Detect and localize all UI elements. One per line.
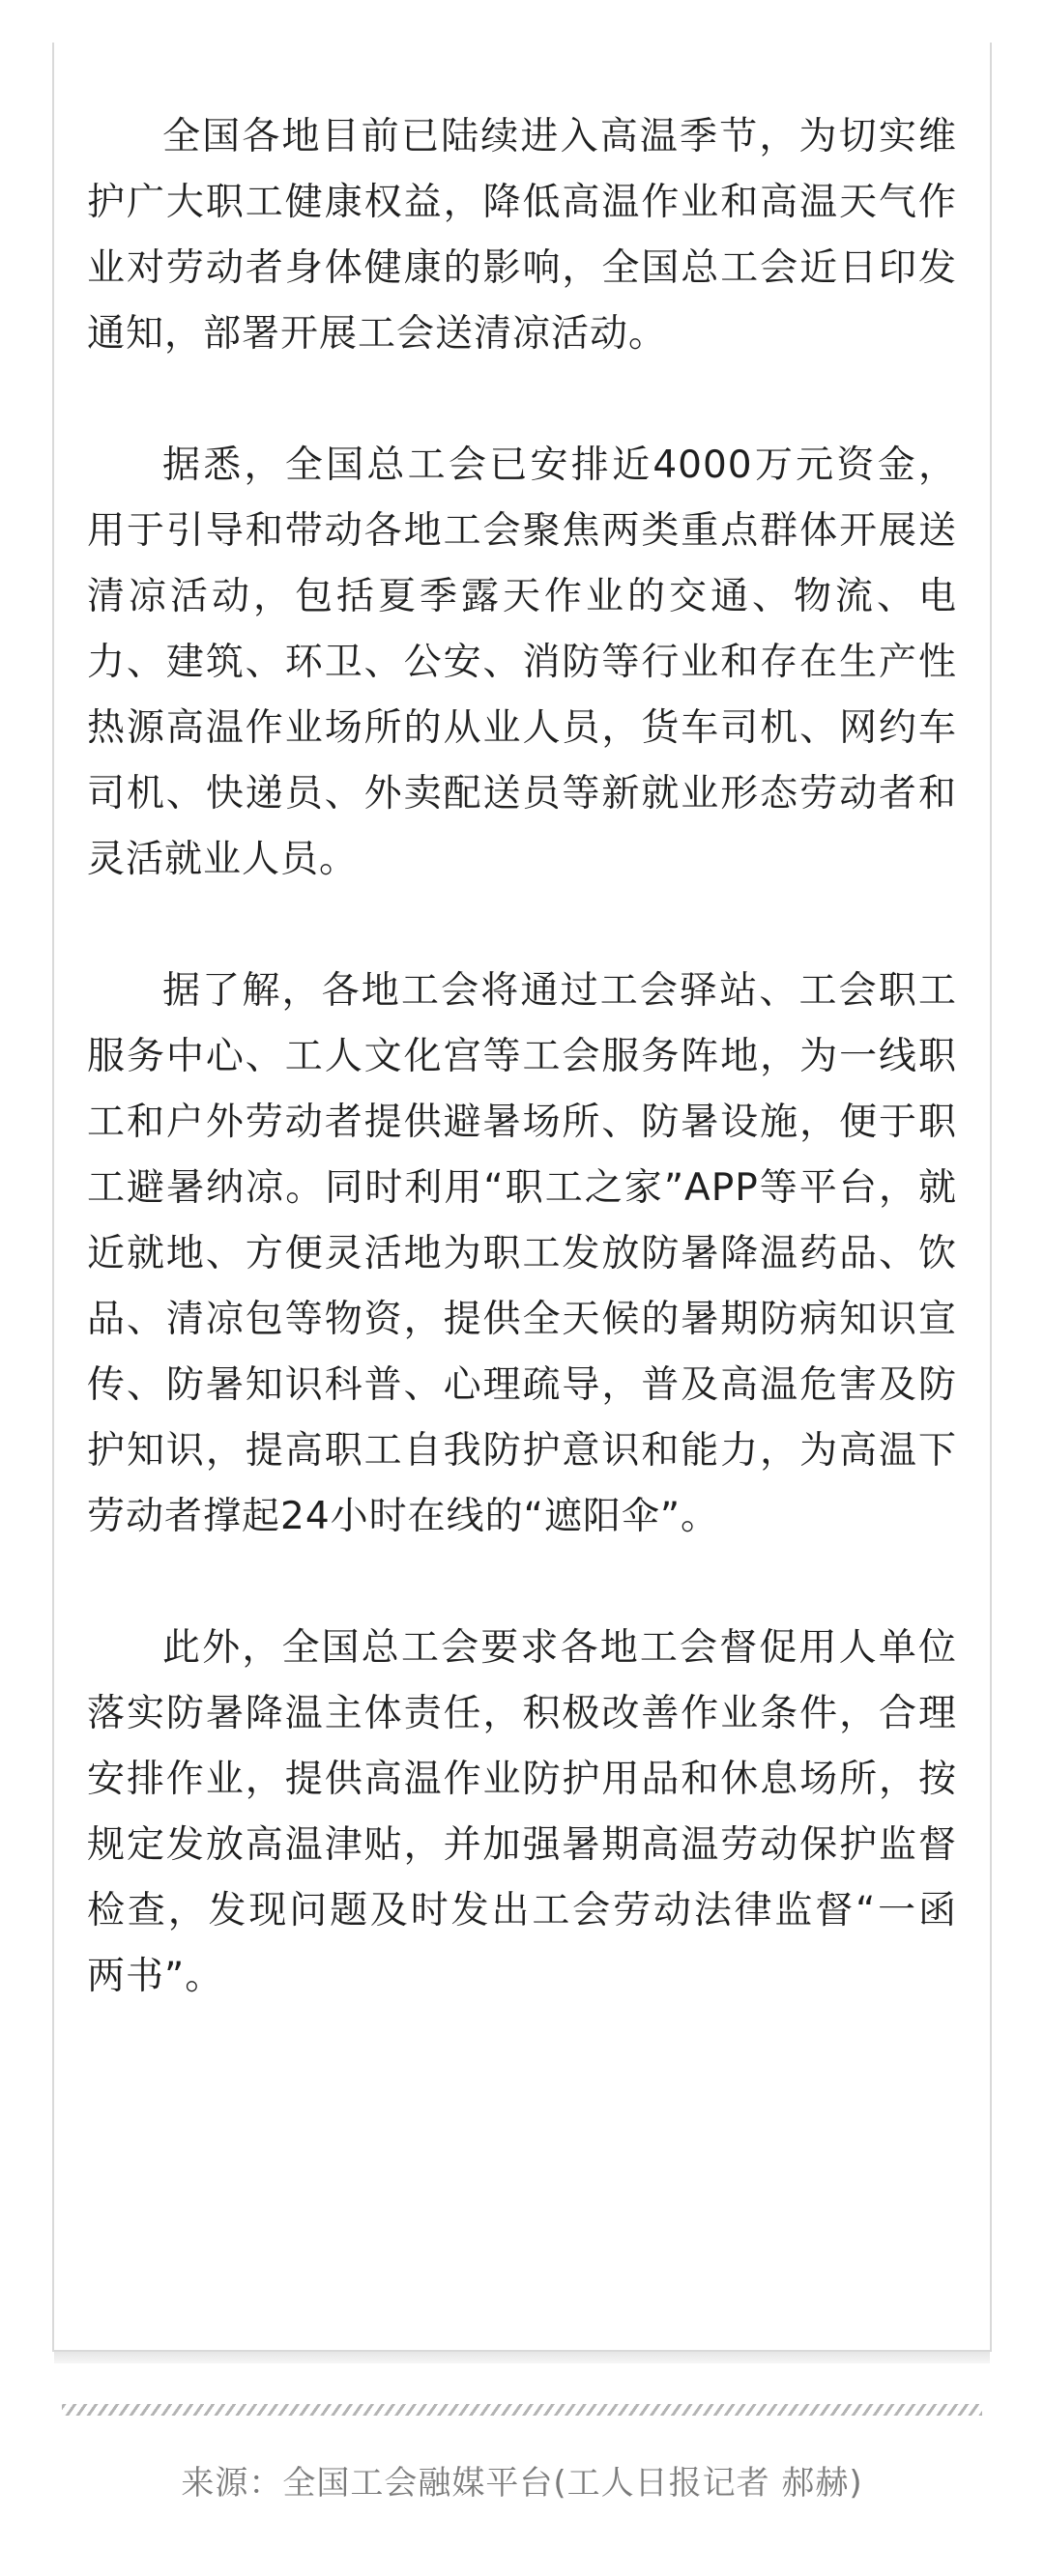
hatched-divider <box>62 2404 982 2416</box>
paragraph-4: 此外，全国总工会要求各地工会督促用人单位落实防暑降温主体责任，积极改善作业条件，合理安排作业，提供高温作业防护用品和休息场所，按规定发放高温津贴，并加强暑期高温劳动保护监督检查，发现问题及时发出工会劳动法律监督“一函两书”。 <box>87 1626 957 1998</box>
card-shadow <box>54 2352 990 2363</box>
paragraph-3: 据了解，各地工会将通过工会驿站、工会职工服务中心、工人文化宫等工会服务阵地，为一线职工和户外劳动者提供避暑场所、防暑设施，便于职工避暑纳凉。同时利用“职工之家”APP等平台，就近就地、方便灵活地为职工发放防暑降温药品、饮品、清凉包等物资，提供全天候的暑期防病知识宣传、防暑知识科普、心理疏导，普及高温危害及防护知识，提高职工自我防护意识和能力，为高温下劳动者撑起24小时在线的“遮阳伞”。 <box>87 969 957 1538</box>
source-credit: 来源：全国工会融媒平台(工人日报记者 郝赫) <box>181 2464 863 2503</box>
paragraph-1: 全国各地目前已陆续进入高温季节，为切实维护广大职工健康权益，降低高温作业和高温天气作业对劳动者身体健康的影响，全国总工会近日印发通知，部署开展工会送清凉活动。 <box>87 115 957 356</box>
paragraph-2: 据悉，全国总工会已安排近4000万元资金，用于引导和带动各地工会聚焦两类重点群体开展送清凉活动，包括夏季露天作业的交通、物流、电力、建筑、环卫、公安、消防等行业和存在生产性热源高温作业场所的从业人员，货车司机、网约车司机、快递员、外卖配送员等新就业形态劳动者和灵活就业人员。 <box>87 444 957 881</box>
article-body <box>87 104 957 2010</box>
